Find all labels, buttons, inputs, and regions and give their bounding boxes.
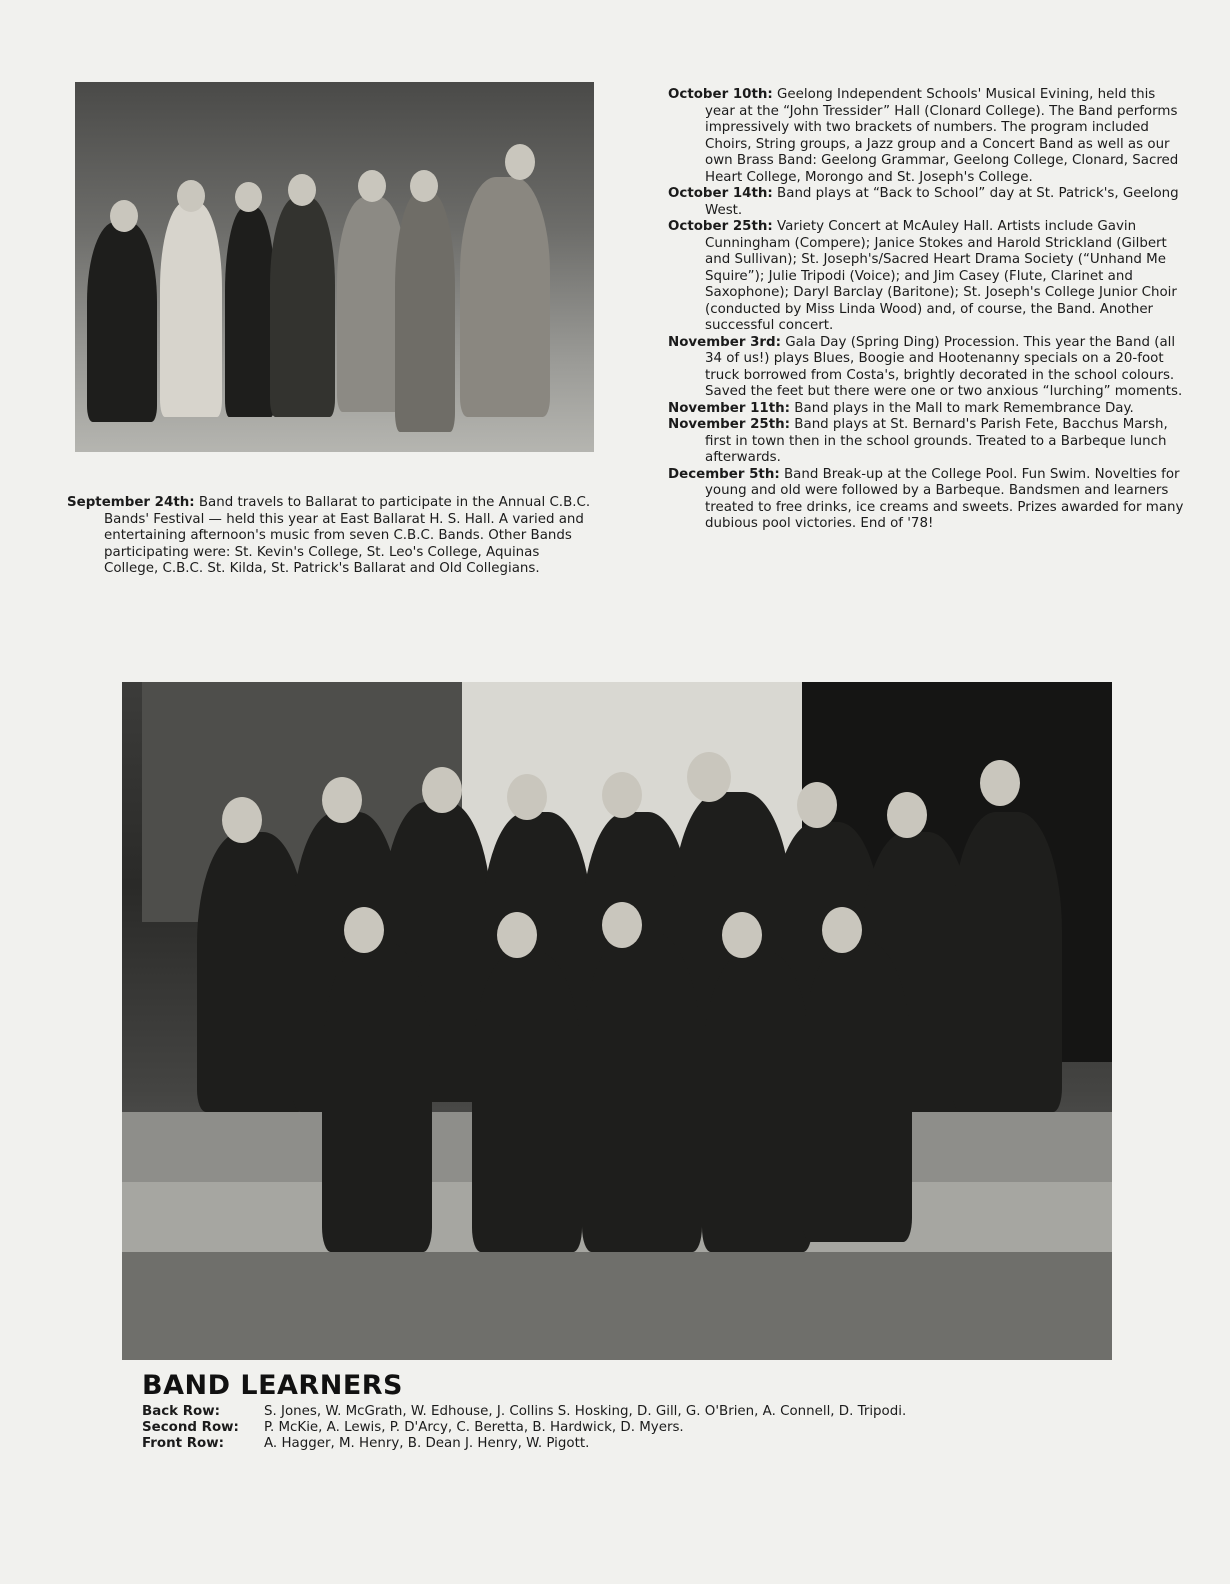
band-learners-photo <box>122 682 1112 1360</box>
event-text: Geelong Independent Schools' Musical Evining, held this year at the “John Tressider” Hall (Clonard College). The Band performs impressively with two brackets of numbers. The program included Choirs, String groups, a Jazz group and a Concert Band as well as our own Brass Band: Geelong Grammar, Geelong College, Clonard, Sacred Heart College, Morongo and St. Joseph's College. <box>705 87 1179 185</box>
event-date: November 11th: <box>668 400 791 416</box>
roster-row-label: Second Row: <box>142 1420 239 1435</box>
event-entry <box>668 186 1188 219</box>
roster-row-back <box>142 1404 906 1420</box>
event-date: October 25th: <box>668 219 773 234</box>
event-entry <box>668 219 1188 335</box>
roster-row-label: Back Row: <box>142 1404 220 1419</box>
event-date: September 24th: <box>67 495 195 510</box>
event-text: Band plays in the Mall to mark Remembrance Day. <box>794 400 1134 416</box>
event-text: Variety Concert at McAuley Hall. Artists include Gavin Cunningham (Compere); Janice Stokes and Harold Strickland (Gilbert and Sullivan); St. Joseph's/Sacred Heart Drama Society (“Unhand Me Squire”); Julie Tripodi (Voice); and Jim Casey (Flute, Clarinet and Saxophone); Daryl Barclay (Baritone); St. Joseph's College Junior Choir (conducted by Miss Linda Wood) and, of course, the Band. Another successful concert. <box>705 219 1177 333</box>
event-entry <box>668 401 1188 418</box>
roster-row-names: P. McKie, A. Lewis, P. D'Arcy, C. Beretta, B. Hardwick, D. Myers. <box>264 1420 684 1435</box>
roster-row-front <box>142 1436 906 1452</box>
event-entry <box>67 495 591 578</box>
event-date: October 14th: <box>668 186 773 201</box>
event-date: October 10th: <box>668 87 773 102</box>
event-text: Band travels to Ballarat to participate in the Annual C.B.C. Bands' Festival — held this year at East Ballarat H. S. Hall. A varied and entertaining afternoon's music from seven C.B.C. Bands. Other Bands participating were: St. Kevin's College, St. Leo's College, Aquinas College, C.B.C. St. Kilda, St. Patrick's Ballarat and Old Collegians. <box>104 495 591 576</box>
event-text: Band plays at “Back to School” day at St. Patrick's, Geelong West. <box>705 186 1179 218</box>
event-date: November 3rd: <box>668 334 781 350</box>
group-photo-outdoor <box>75 82 594 452</box>
roster-row-second <box>142 1420 906 1436</box>
event-date: November 25th: <box>668 417 791 432</box>
event-entry <box>668 417 1188 467</box>
event-entry <box>668 467 1188 533</box>
event-entry <box>668 335 1188 401</box>
event-text: Gala Day (Spring Ding) Procession. This year the Band (all 34 of us!) plays Blues, Boogie and Hootenanny specials on a 20-foot truck borrowed from Costa's, brightly decorated in the school colours. Saved the feet but there were one or two anxious “lurching” moments. <box>705 334 1183 399</box>
event-date: December 5th: <box>668 466 780 482</box>
caption-title: BAND LEARNERS <box>142 1370 403 1401</box>
roster-row-label: Front Row: <box>142 1436 224 1451</box>
event-entry-left <box>67 495 591 578</box>
roster <box>142 1404 906 1452</box>
event-entries-right <box>668 87 1188 533</box>
event-entry <box>668 87 1188 186</box>
roster-row-names: S. Jones, W. McGrath, W. Edhouse, J. Collins S. Hosking, D. Gill, G. O'Brien, A. Connell, D. Tripodi. <box>264 1404 907 1419</box>
roster-row-names: A. Hagger, M. Henry, B. Dean J. Henry, W. Pigott. <box>264 1436 590 1451</box>
event-text: Band plays at St. Bernard's Parish Fete, Bacchus Marsh, first in town then in the school grounds. Treated to a Barbeque lunch afterwards. <box>705 417 1168 465</box>
event-text: Band Break-up at the College Pool. Fun Swim. Novelties for young and old were followed by a Barbeque. Bandsmen and learners treated to free drinks, ice creams and sweets. Prizes awarded for many dubious pool victories. End of '78! <box>705 466 1184 531</box>
